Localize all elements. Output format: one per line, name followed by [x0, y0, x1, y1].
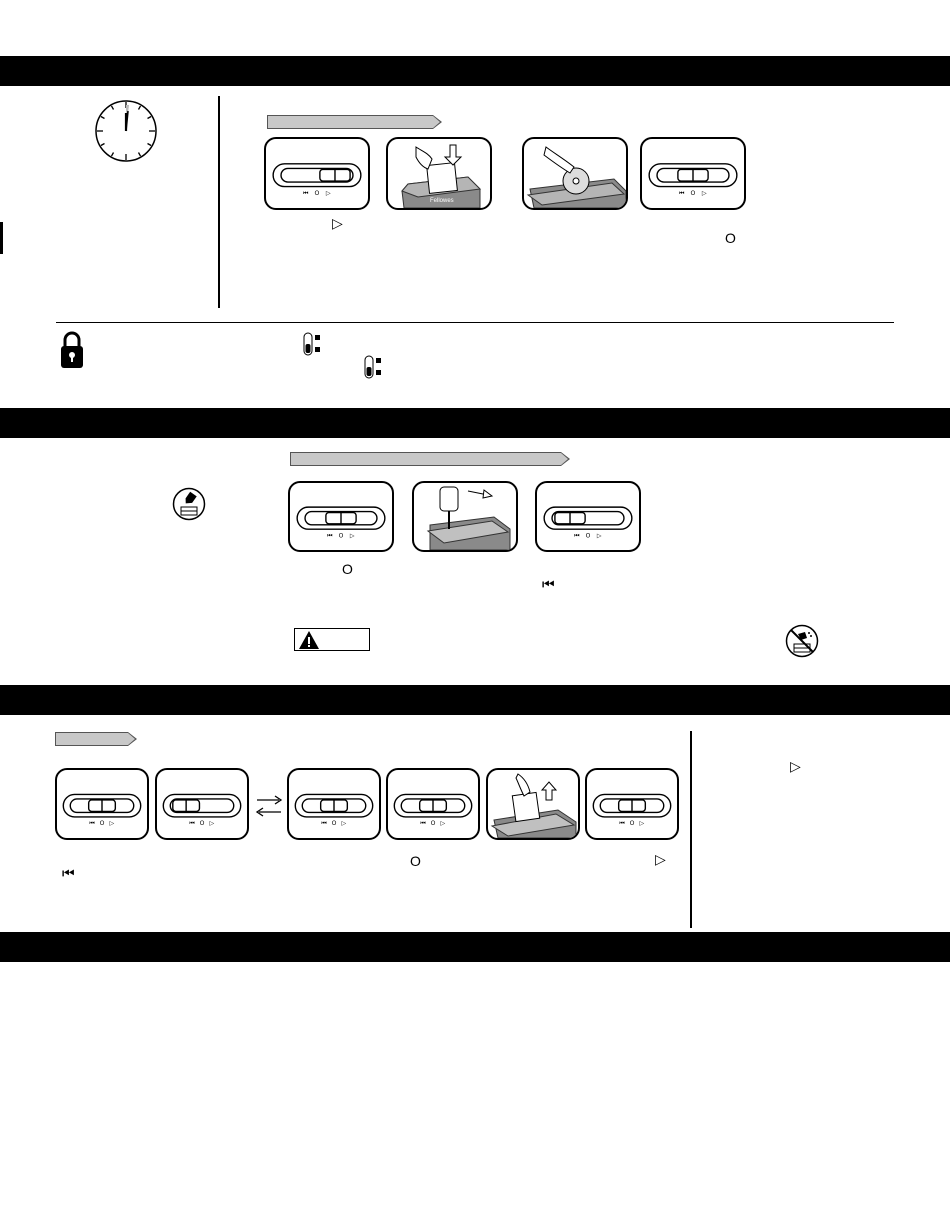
rocker-switch-icon — [642, 139, 744, 208]
cd-feed-illustration — [524, 139, 626, 208]
switch-label-forward: ▷ — [440, 820, 446, 828]
switch-label-off: O — [331, 820, 337, 828]
switch-label-forward: ▷ — [325, 189, 331, 197]
margin-mark — [0, 222, 3, 254]
caution-label-box — [294, 628, 370, 651]
section-header-band — [0, 56, 950, 86]
off-symbol: O — [410, 853, 421, 869]
column-divider — [690, 731, 692, 928]
switch-label-reverse: ⏮ — [678, 189, 685, 197]
switch-label-off: O — [629, 820, 635, 828]
switch-panel-off — [287, 768, 381, 840]
switch-label-off: O — [585, 532, 591, 540]
paper-feed-illustration — [388, 139, 490, 208]
rocker-switch-icon — [537, 483, 639, 550]
off-symbol: O — [342, 561, 353, 577]
switch-panel-forward — [264, 137, 370, 210]
brand-label: Fellowes — [430, 198, 454, 204]
rocker-switch-icon — [289, 770, 379, 838]
paper-remove-illustration — [488, 770, 578, 838]
section-header-band — [0, 932, 950, 962]
switch-label-reverse: ⏮ — [327, 532, 333, 540]
switch-label-forward: ▷ — [701, 189, 707, 197]
forward-symbol: ▷ — [790, 758, 801, 774]
no-aerosol-icon — [785, 624, 819, 658]
switch-panel-reverse — [535, 481, 641, 552]
progress-arrow — [267, 115, 433, 129]
section-header-band — [0, 408, 950, 438]
switch-label-reverse: ⏮ — [89, 820, 95, 828]
switch-label-forward: ▷ — [596, 532, 602, 540]
switch-label-reverse: ⏮ — [302, 189, 309, 197]
oil-icon — [172, 487, 206, 521]
oil-application-illustration — [414, 483, 516, 550]
switch-label-forward: ▷ — [349, 532, 355, 540]
column-divider — [218, 96, 220, 308]
switch-label-forward: ▷ — [341, 820, 347, 828]
switch-panel-off — [288, 481, 394, 552]
illustration-oil-shredder — [412, 481, 518, 552]
rocker-switch-icon — [57, 770, 147, 838]
progress-arrow — [55, 732, 128, 746]
rocker-switch-icon — [290, 483, 392, 550]
section-header-band — [0, 685, 950, 715]
switch-label-forward: ▷ — [209, 820, 215, 828]
illustration-remove-paper — [486, 768, 580, 840]
forward-symbol: ▷ — [655, 851, 666, 867]
clock-icon — [94, 99, 158, 163]
illustration-feed-paper — [386, 137, 492, 210]
switch-label-off: O — [314, 189, 320, 197]
rocker-switch-icon — [157, 770, 247, 838]
switch-label-off: O — [690, 189, 696, 197]
lock-switch-icon — [364, 355, 384, 379]
switch-label-reverse: ⏮ — [321, 820, 327, 828]
switch-panel-forward — [585, 768, 679, 840]
lock-switch-icon — [303, 332, 323, 356]
switch-label-reverse: ⏮ — [420, 820, 426, 828]
switch-label-forward: ▷ — [109, 820, 115, 828]
switch-label-off: O — [199, 820, 205, 828]
rocker-switch-icon — [266, 139, 368, 208]
rocker-switch-icon — [587, 770, 677, 838]
switch-label-reverse: ⏮ — [574, 532, 580, 540]
switch-label-off: O — [338, 532, 344, 540]
switch-label-reverse: ⏮ — [619, 820, 625, 828]
section-rule — [56, 322, 894, 323]
switch-label-off: O — [99, 820, 105, 828]
forward-symbol: ▷ — [332, 215, 343, 231]
switch-panel-forward — [55, 768, 149, 840]
reverse-symbol: ⏮ — [542, 576, 555, 592]
caution-triangle-icon — [298, 630, 320, 650]
rocker-switch-icon — [388, 770, 478, 838]
toggle-arrows-icon — [255, 795, 283, 817]
off-symbol: O — [725, 230, 736, 246]
illustration-feed-cd — [522, 137, 628, 210]
switch-panel-forward — [155, 768, 249, 840]
switch-panel-off — [640, 137, 746, 210]
switch-label-reverse: ⏮ — [189, 820, 195, 828]
switch-label-forward: ▷ — [639, 820, 645, 828]
switch-panel-reverse — [386, 768, 480, 840]
progress-arrow — [290, 452, 561, 466]
switch-label-off: O — [430, 820, 436, 828]
reverse-symbol: ⏮ — [62, 865, 75, 881]
padlock-icon — [60, 331, 84, 369]
